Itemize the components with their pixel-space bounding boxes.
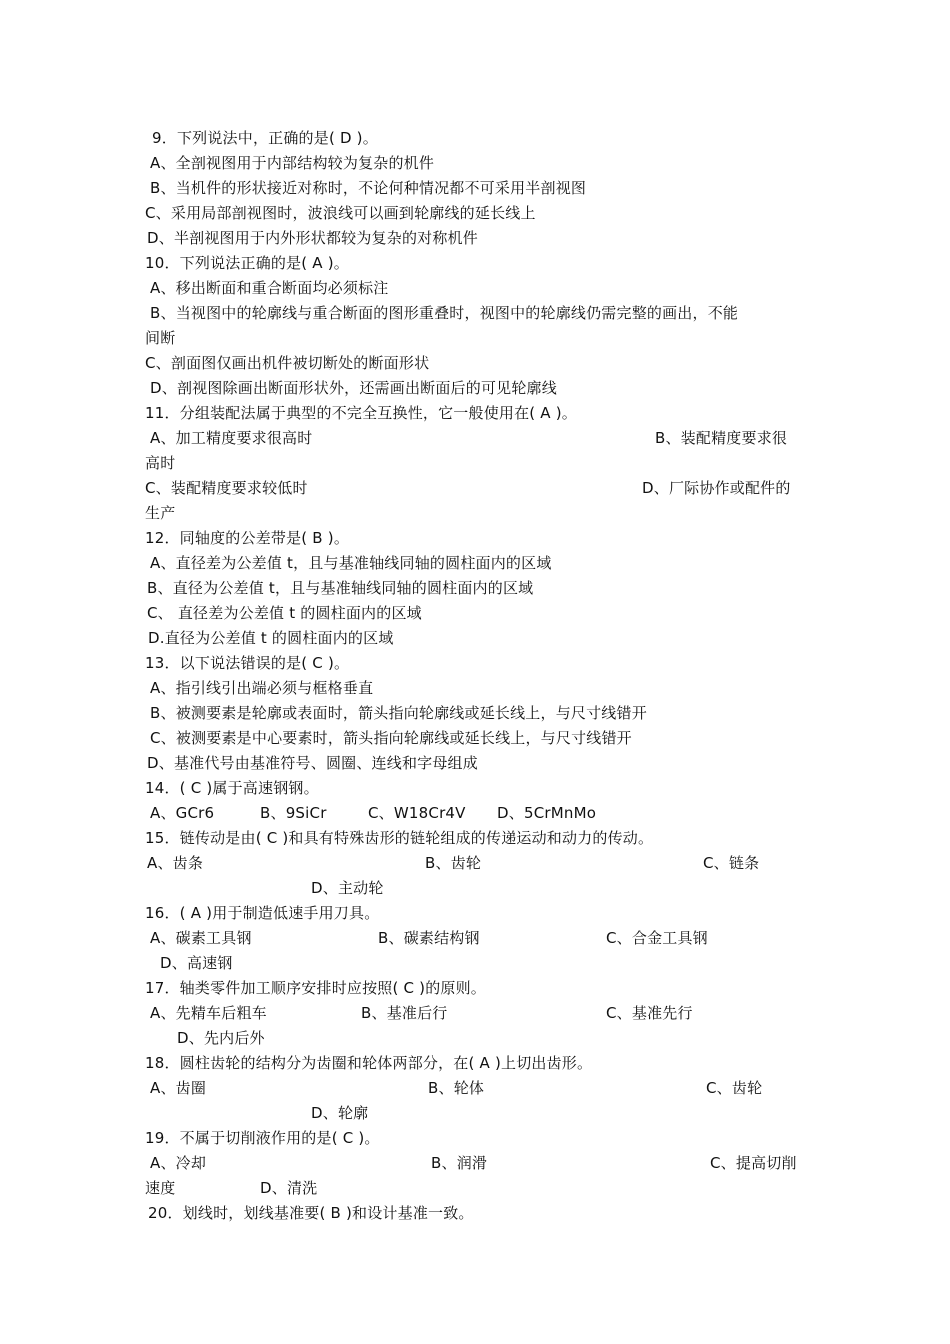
q9-option-b: B、当机件的形状接近对称时，不论何种情况都不可采用半剖视图 bbox=[150, 179, 587, 197]
q19-option-c: C、提高切削 bbox=[710, 1154, 797, 1172]
q9-option-d: D、半剖视图用于内外形状都较为复杂的对称机件 bbox=[147, 229, 478, 247]
question-15: 15．链传动是由( C )和具有特殊齿形的链轮组成的传递运动和动力的传动。 bbox=[145, 829, 654, 847]
q19-option-a: A、冷却 bbox=[150, 1154, 207, 1172]
q17-option-c: C、基准先行 bbox=[606, 1004, 693, 1022]
q18-option-b: B、轮体 bbox=[428, 1079, 485, 1097]
q12-option-b: B、直径为公差值 t，且与基准轴线同轴的圆柱面内的区域 bbox=[147, 579, 534, 597]
q11-option-b-cont: 高时 bbox=[145, 454, 176, 472]
question-17: 17．轴类零件加工顺序安排时应按照( C )的原则。 bbox=[145, 979, 487, 997]
q17-option-d: D、先内后外 bbox=[177, 1029, 265, 1047]
q16-option-b: B、碳素结构钢 bbox=[378, 929, 480, 947]
q10-option-a: A、移出断面和重合断面均必须标注 bbox=[150, 279, 389, 297]
q10-option-b: B、当视图中的轮廓线与重合断面的图形重叠时，视图中的轮廓线仍需完整的画出，不能 bbox=[150, 304, 739, 322]
question-19: 19．不属于切削液作用的是( C )。 bbox=[145, 1129, 380, 1147]
q13-option-a: A、指引线引出端必须与框格垂直 bbox=[150, 679, 374, 697]
q15-option-a: A、齿条 bbox=[147, 854, 204, 872]
q12-option-d: D.直径为公差值 t 的圆柱面内的区域 bbox=[148, 629, 394, 647]
q16-option-a: A、碳素工具钢 bbox=[150, 929, 252, 947]
question-16: 16．( A )用于制造低速手用刀具。 bbox=[145, 904, 380, 922]
q19-option-c-cont: 速度 bbox=[145, 1179, 176, 1197]
q18-option-c: C、齿轮 bbox=[706, 1079, 763, 1097]
q14-option-c: C、W18Cr4V bbox=[368, 804, 466, 822]
q13-option-b: B、被测要素是轮廓或表面时，箭头指向轮廓线或延长线上，与尺寸线错开 bbox=[150, 704, 647, 722]
q11-option-b: B、装配精度要求很 bbox=[655, 429, 788, 447]
q14-option-a: A、GCr6 bbox=[150, 804, 215, 822]
q19-option-b: B、润滑 bbox=[431, 1154, 488, 1172]
q10-option-c: C、剖面图仅画出机件被切断处的断面形状 bbox=[145, 354, 430, 372]
q16-option-c: C、合金工具钢 bbox=[606, 929, 708, 947]
q11-option-d-cont: 生产 bbox=[145, 504, 176, 522]
q12-option-a: A、直径差为公差值 t，且与基准轴线同轴的圆柱面内的区域 bbox=[150, 554, 552, 572]
q18-option-d: D、轮廓 bbox=[311, 1104, 369, 1122]
question-11: 11．分组装配法属于典型的不完全互换性，它一般使用在( A )。 bbox=[145, 404, 577, 422]
q11-option-a: A、加工精度要求很高时 bbox=[150, 429, 313, 447]
q9-option-c: C、采用局部剖视图时，波浪线可以画到轮廓线的延长线上 bbox=[145, 204, 536, 222]
q16-option-d: D、高速钢 bbox=[160, 954, 233, 972]
question-13: 13．以下说法错误的是( C )。 bbox=[145, 654, 350, 672]
q13-option-c: C、被测要素是中心要素时，箭头指向轮廓线或延长线上，与尺寸线错开 bbox=[150, 729, 632, 747]
q19-option-d: D、清洗 bbox=[260, 1179, 318, 1197]
q9-option-a: A、全剖视图用于内部结构较为复杂的机件 bbox=[150, 154, 435, 172]
q18-option-a: A、齿圈 bbox=[150, 1079, 207, 1097]
q17-option-b: B、基准后行 bbox=[361, 1004, 448, 1022]
q10-option-b-cont: 间断 bbox=[145, 329, 176, 347]
question-12: 12．同轴度的公差带是( B )。 bbox=[145, 529, 350, 547]
q14-option-d: D、5CrMnMo bbox=[497, 804, 597, 822]
q10-option-d: D、剖视图除画出断面形状外，还需画出断面后的可见轮廓线 bbox=[150, 379, 557, 397]
q11-option-d: D、厂际协作或配件的 bbox=[642, 479, 791, 497]
q15-option-c: C、链条 bbox=[703, 854, 760, 872]
question-20: 20．划线时，划线基准要( B )和设计基准一致。 bbox=[148, 1204, 474, 1222]
question-18: 18．圆柱齿轮的结构分为齿圈和轮体两部分，在( A )上切出齿形。 bbox=[145, 1054, 593, 1072]
question-9: 9．下列说法中，正确的是( D )。 bbox=[152, 129, 378, 147]
q11-option-c: C、装配精度要求较低时 bbox=[145, 479, 308, 497]
question-10: 10．下列说法正确的是( A )。 bbox=[145, 254, 349, 272]
q15-option-b: B、齿轮 bbox=[425, 854, 482, 872]
q17-option-a: A、先精车后粗车 bbox=[150, 1004, 267, 1022]
q14-option-b: B、9SiCr bbox=[260, 804, 327, 822]
q13-option-d: D、基准代号由基准符号、圆圈、连线和字母组成 bbox=[147, 754, 478, 772]
q15-option-d: D、主动轮 bbox=[311, 879, 384, 897]
question-14: 14．( C )属于高速钢钢。 bbox=[145, 779, 319, 797]
q12-option-c: C、 直径差为公差值 t 的圆柱面内的区域 bbox=[147, 604, 422, 622]
